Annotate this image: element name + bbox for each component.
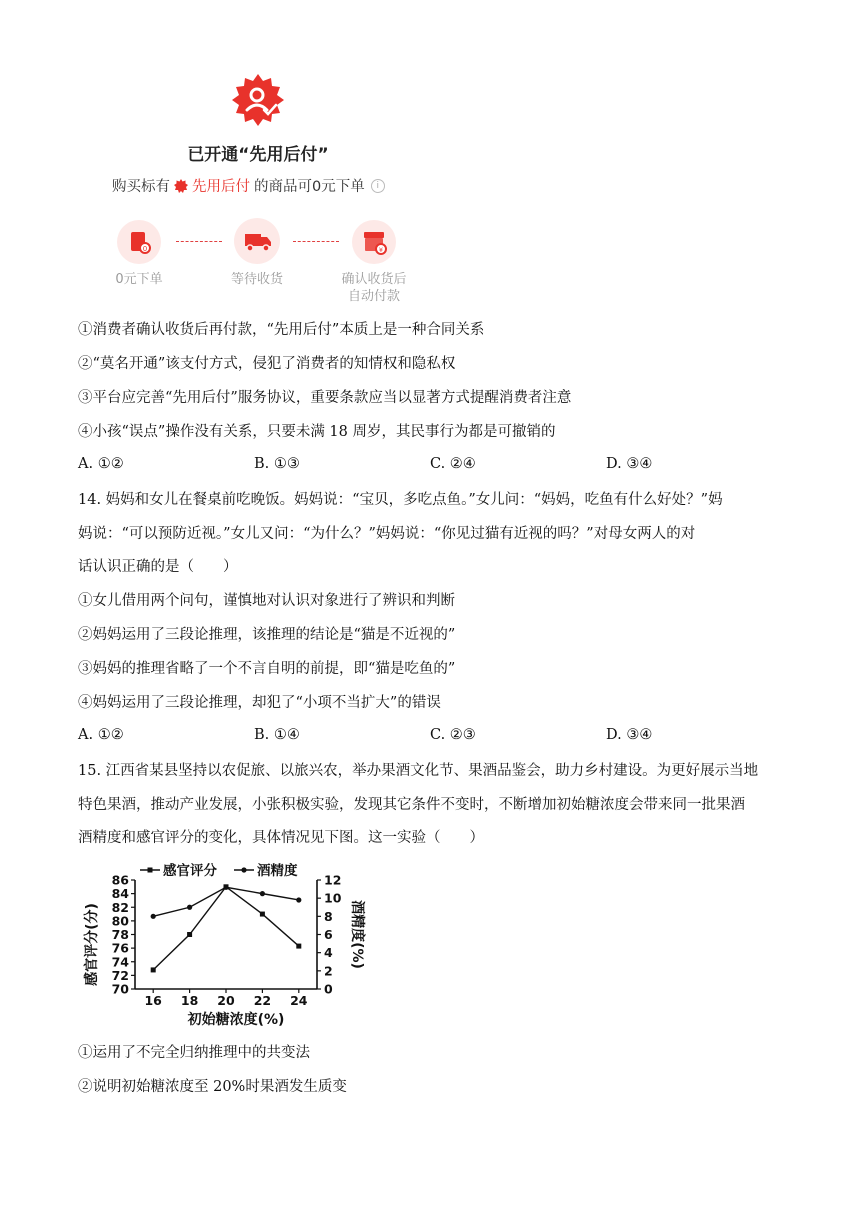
q14-item-1: ①女儿借用两个问句，谨慎地对认识对象进行了辨识和判断 xyxy=(78,593,455,609)
y-right-tick-label: 0 xyxy=(324,981,333,997)
data-point-alcohol xyxy=(187,905,192,910)
data-point-alcohol xyxy=(223,885,228,890)
sugar-concentration-chart xyxy=(80,862,370,1030)
q14-stem-line-2: 妈说：“可以预防近视。”女儿又问：“为什么？”妈妈说：“你见过猫有近视的吗？”对母女两人的对 xyxy=(78,526,696,542)
svg-text:¥: ¥ xyxy=(378,246,384,254)
data-point-alcohol xyxy=(151,914,156,919)
y-left-tick-label: 80 xyxy=(111,913,129,929)
q14-item-2: ②妈妈运用了三段论推理，该推理的结论是“猫是不近视的” xyxy=(78,627,456,643)
subtitle-prefix: 购买标有 xyxy=(112,179,170,195)
q14-stem-line-1: 14. 妈妈和女儿在餐桌前吃晚饭。妈妈说：“宝贝，多吃点鱼。”女儿问：“妈妈，吃鱼有什么好处？”妈 xyxy=(78,492,723,508)
step-label-order: 0元下单 xyxy=(115,272,163,287)
q15-stem-line-3: 酒精度和感官评分的变化，具体情况见下图。这一实验（ ） xyxy=(78,830,484,846)
y-left-tick-label: 82 xyxy=(111,899,129,915)
y-right-tick-label: 2 xyxy=(324,963,333,979)
y-left-tick-label: 72 xyxy=(111,967,129,983)
q14-item-4: ④妈妈运用了三段论推理，却犯了“小项不当扩大”的错误 xyxy=(78,695,441,711)
banner-title: 已开通“先用后付” xyxy=(187,145,329,165)
q13-item-2: ②“莫名开通”该支付方式，侵犯了消费者的知情权和隐私权 xyxy=(78,356,456,372)
step-label-payment-1: 确认收货后 xyxy=(341,272,407,287)
y-right-tick-label: 12 xyxy=(324,872,342,888)
step-connector-1 xyxy=(176,241,222,242)
q15-item-2: ②说明初始糖浓度至 20%时果酒发生质变 xyxy=(78,1079,347,1095)
pay-later-banner xyxy=(0,0,860,310)
q13-option-d[interactable]: D. ③④ xyxy=(606,456,653,472)
step-payment-circle xyxy=(352,220,396,264)
badge-icon xyxy=(230,72,286,128)
info-icon[interactable]: i xyxy=(371,179,385,193)
legend-label-alcohol: 酒精度 xyxy=(257,863,298,879)
q14-option-a[interactable]: A. ①② xyxy=(78,727,124,743)
q13-item-3: ③平台应完善“先用后付”服务协议，重要条款应当以显著方式提醒消费者注意 xyxy=(78,390,572,406)
step-label-delivery: 等待收货 xyxy=(230,272,283,287)
q13-option-b[interactable]: B. ①③ xyxy=(254,456,300,472)
series-line-sensory-score xyxy=(153,887,299,970)
q13-option-a[interactable]: A. ①② xyxy=(78,456,124,472)
step-label-payment-2: 自动付款 xyxy=(347,289,400,304)
y-left-tick-label: 70 xyxy=(111,981,129,997)
subtitle-badge-text: 先用后付 xyxy=(192,179,250,195)
legend-marker-sensory-score xyxy=(148,868,153,873)
y-left-tick-label: 78 xyxy=(111,927,129,942)
legend-label-sensory-score: 感官评分 xyxy=(163,863,217,879)
data-point-alcohol xyxy=(260,891,265,896)
y-axis-right-label: 酒精度(%) xyxy=(349,900,365,969)
step-connector-2 xyxy=(293,241,339,242)
q13-item-1: ①消费者确认收货后再付款，“先用后付”本质上是一种合同关系 xyxy=(78,322,485,338)
y-left-tick-label: 84 xyxy=(111,886,129,902)
q14-option-d[interactable]: D. ③④ xyxy=(606,727,653,743)
q13-item-4: ④小孩“误点”操作没有关系，只要未满 18 周岁，其民事行为都是可撤销的 xyxy=(78,424,556,440)
y-right-tick-label: 8 xyxy=(324,908,333,924)
x-tick-label: 20 xyxy=(217,993,235,1008)
x-tick-label: 16 xyxy=(144,993,162,1008)
x-tick-label: 22 xyxy=(253,993,272,1008)
series-line-alcohol xyxy=(153,887,299,916)
y-right-tick-label: 10 xyxy=(324,890,342,906)
order-icon xyxy=(117,220,161,264)
q14-option-b[interactable]: B. ①④ xyxy=(254,727,300,743)
x-tick-label: 24 xyxy=(290,993,308,1008)
svg-text:0: 0 xyxy=(142,245,148,253)
step-order-circle xyxy=(117,220,161,264)
x-tick-label: 18 xyxy=(180,993,199,1008)
y-left-tick-label: 86 xyxy=(111,872,129,888)
y-axis-left-label: 感官评分(分) xyxy=(84,903,100,986)
x-axis-label: 初始糖浓度(%) xyxy=(187,1012,285,1028)
data-point-alcohol xyxy=(296,897,301,902)
data-point-sensory-score xyxy=(187,932,192,937)
q13-option-c[interactable]: C. ②④ xyxy=(430,456,476,472)
q14-option-c[interactable]: C. ②③ xyxy=(430,727,476,743)
data-point-sensory-score xyxy=(151,967,156,972)
q14-stem-line-3: 话认识正确的是（ ） xyxy=(78,559,238,575)
y-left-tick-label: 74 xyxy=(111,954,129,970)
q15-stem-line-1: 15. 江西省某县坚持以农促旅、以旅兴农，举办果酒文化节、果酒品鉴会，助力乡村建设。为更好展示当地 xyxy=(78,763,759,779)
y-right-tick-label: 4 xyxy=(324,945,333,961)
subtitle-suffix: 的商品可0元下单 xyxy=(254,179,365,195)
mini-badge-icon xyxy=(174,179,188,193)
wallet-icon xyxy=(352,220,396,264)
y-left-tick-label: 76 xyxy=(111,940,129,956)
q15-item-1: ①运用了不完全归纳推理中的共变法 xyxy=(78,1045,310,1061)
truck-icon xyxy=(234,218,280,264)
y-right-tick-label: 6 xyxy=(324,927,333,942)
data-point-sensory-score xyxy=(260,912,265,917)
legend-marker-alcohol xyxy=(241,867,246,872)
step-delivery-circle xyxy=(234,218,280,264)
banner-subtitle xyxy=(112,175,385,196)
data-point-sensory-score xyxy=(296,944,301,949)
q15-stem-line-2: 特色果酒，推动产业发展，小张积极实验，发现其它条件不变时，不断增加初始糖浓度会带来同一批果酒 xyxy=(78,797,745,813)
q14-item-3: ③妈妈的推理省略了一个不言自明的前提，即“猫是吃鱼的” xyxy=(78,661,456,677)
